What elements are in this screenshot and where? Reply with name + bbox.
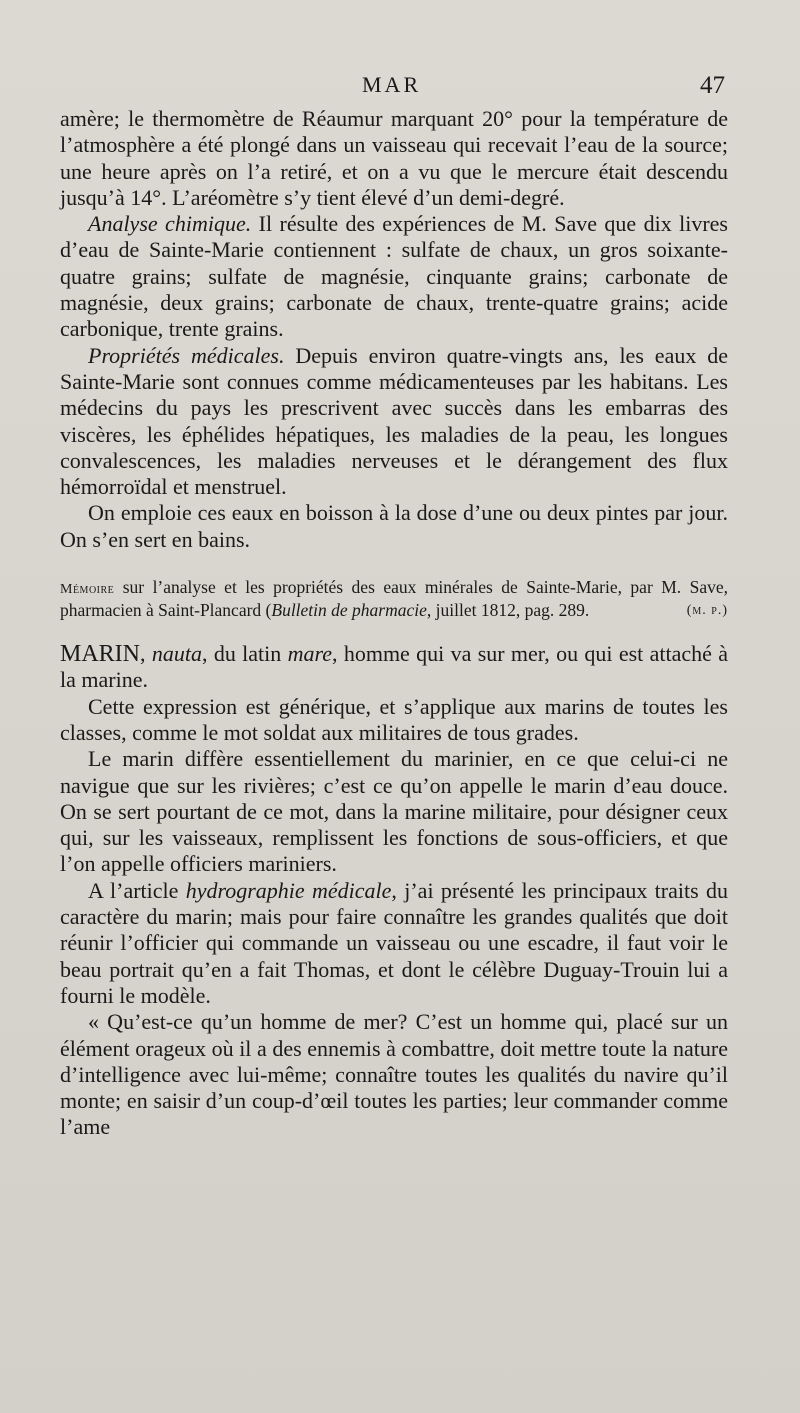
latin-term: nauta: [151, 641, 202, 667]
entry-paragraph-5-quote: « Qu’est-ce qu’un homme de mer? C’est un homme qui, placé sur un élément orageux où il a des ennemis à combattre, doit mettre toute la nature d’intelligence avec lui-même; connaître toutes les qualités du navire qu’il monte; en saisir d’un coup-d’œil toutes les parties; leur commander comme l’ame: [60, 1009, 728, 1140]
chemical-analysis-text: Il résulte des expériences de M. Save que dix livres d’eau de Sainte-Marie contiennent : sulfate de chaux, un gros soixante-quatre grains; sulfate de magnésie, cinquante grains; carbonate de magnésie, deux grains; carbonate de chaux, trente-quatre grains; acide carbonique, trente grains.: [60, 211, 728, 342]
latin-root: mare: [287, 641, 332, 667]
paragraph-medical-properties: [60, 343, 728, 501]
running-head: [0, 72, 800, 108]
paragraph-usage: On emploie ces eaux en boisson à la dose d’une ou deux pintes par jour. On s’en sert en bains.: [60, 500, 728, 552]
note-text: sur l’analyse et les propriétés des eaux minérales de Sainte-Marie, par M. Save, pharmacien à Saint-Plancard (: [60, 577, 728, 621]
section-label-chemical-analysis: Analyse chimique.: [88, 211, 252, 237]
entry-headword: MARIN: [60, 641, 141, 668]
paragraph-4-intro: A l’article: [88, 877, 186, 903]
entry-paragraph-3: Le marin diffère essentiellement du marinier, en ce que celui-ci ne navigue que sur les rivières; c’est ce qu’on appelle le marin d’eau douce. On se sert pourtant de ce mot, dans la marine militaire, pour désigner ceux qui, sur les vaisseaux, remplissent les fonctions de sous-officiers, et que l’on appelle officiers mariniers.: [60, 746, 728, 877]
section-label-medical-properties: Propriétés médicales.: [88, 342, 285, 368]
page-text: [60, 106, 728, 1141]
cross-reference: hydrographie médicale: [185, 877, 392, 903]
entry-marin-definition: MARIN, nauta, du latin mare, homme qui va sur mer, ou qui est attaché à la marine.: [60, 641, 729, 693]
definition-part-b: , homme qui va sur mer, ou qui est attaché à la marine.: [60, 641, 729, 693]
journal-title: Bulletin de pharmacie: [271, 600, 427, 621]
bibliographic-note: [60, 577, 728, 621]
running-title: MAR: [362, 72, 422, 97]
note-citation: , juillet 1812, pag. 289.: [426, 600, 590, 621]
definition-part-a: , du latin: [201, 641, 288, 667]
author-signature: (m. p.): [686, 603, 728, 619]
page-number: 47: [700, 72, 725, 99]
entry-paragraph-4: [60, 878, 728, 1009]
note-lead: Mémoire: [60, 582, 115, 598]
paragraph-continued: amère; le thermomètre de Réaumur marquant 20° pour la température de l’atmosphère a été plongé dans un vaisseau qui recevait l’eau de la source; une heure après on l’a retiré, et on a vu que le mercure était descendu jusqu’à 14°. L’aréomètre s’y tient élevé d’un demi-degré.: [60, 106, 728, 210]
medical-properties-text: Depuis environ quatre-vingts ans, les eaux de Sainte-Marie sont connues comme médicamenteuses par les habitans. Les médecins du pays les prescrivent avec succès dans les embarras des viscères, les éphélides hépatiques, les maladies de la peau, les longues convalescences, les maladies nerveuses et le dérangement des flux hémorroïdal et menstruel.: [60, 342, 729, 500]
paragraph-4-text: , j’ai présenté les principaux traits du caractère du marin; mais pour faire connaître les grandes qualités que doit réunir l’officier qui commande un vaisseau ou une escadre, il faut voir le beau portrait qu’en a fait Thomas, et dont le célèbre Duguay-Trouin lui a fourni le modèle.: [60, 877, 728, 1008]
paragraph-chemical-analysis: [60, 211, 728, 342]
entry-paragraph-2: Cette expression est générique, et s’applique aux marins de toutes les classes, comme le mot soldat aux militaires de tous grades.: [60, 693, 728, 745]
